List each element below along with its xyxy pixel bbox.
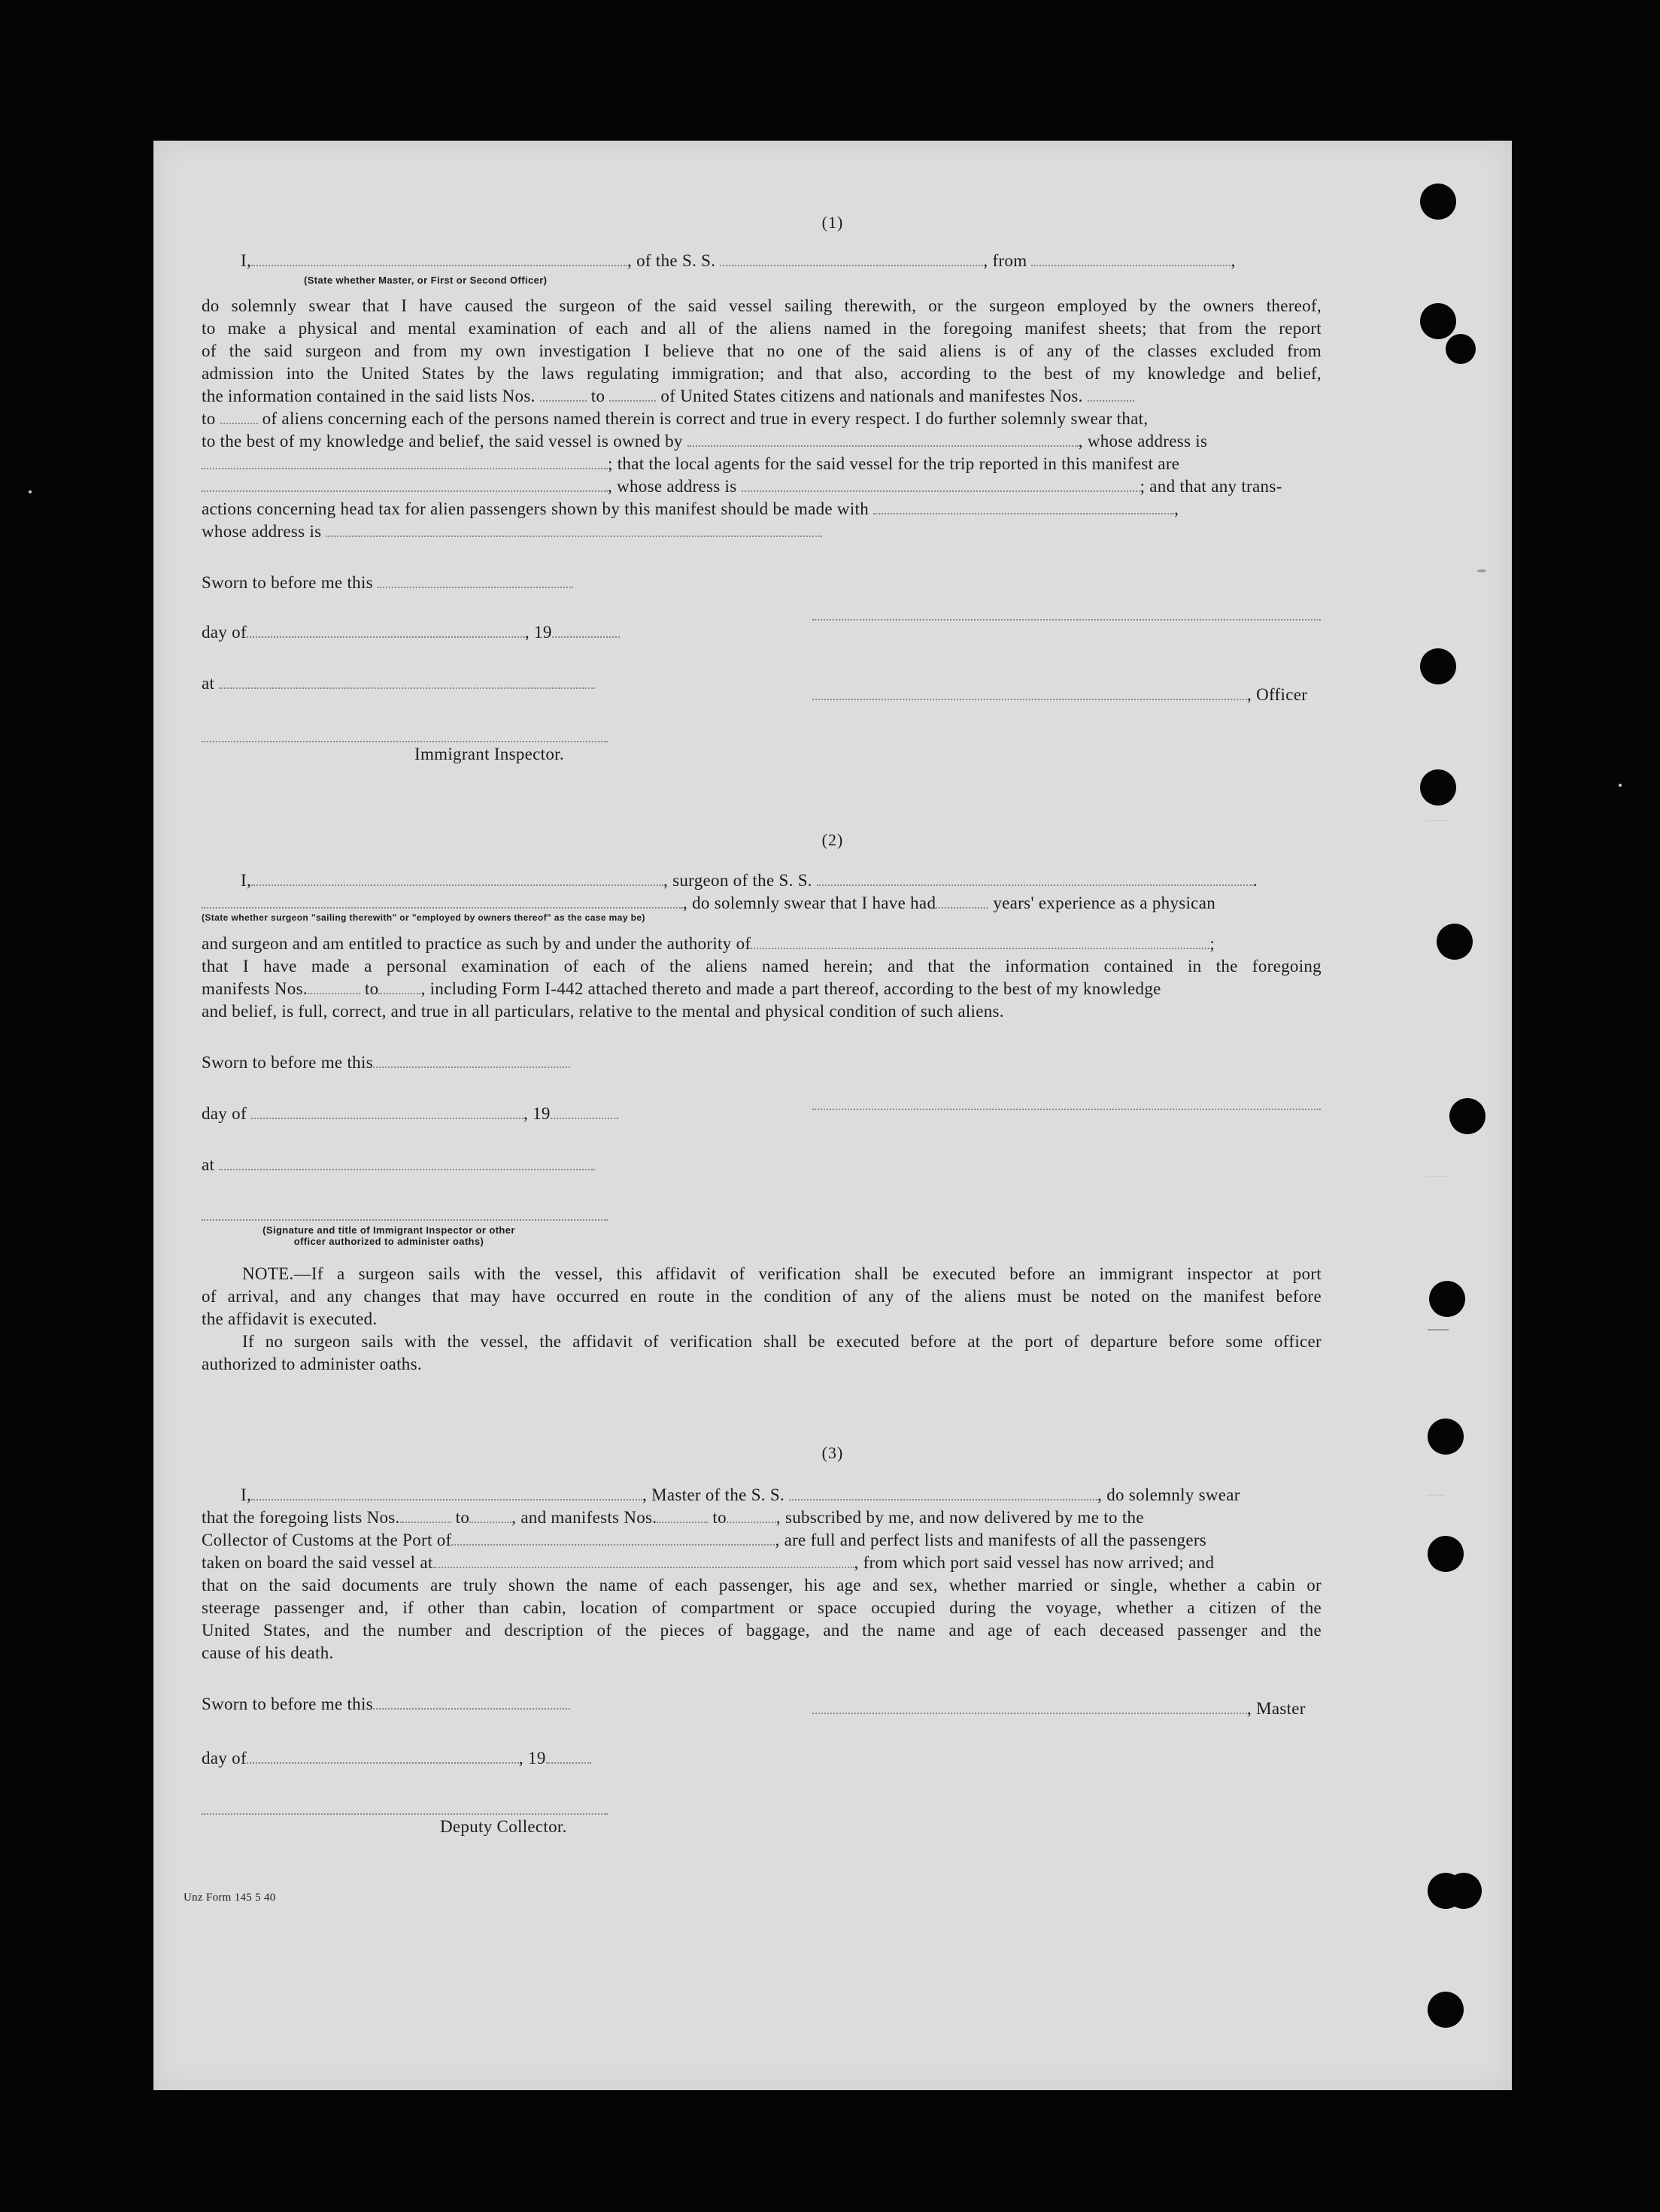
scan-mark (1426, 1494, 1446, 1496)
s3-line-3: Collector of Customs at the Port of , are full and perfect lists and manifests of all the passengers (202, 1531, 1207, 1549)
scan-speck (29, 490, 32, 493)
s3-master-line: , Master (812, 1699, 1306, 1719)
s3-line-1: I, , Master of the S. S. , do solemnly swear (241, 1485, 1240, 1504)
punch-hole (1429, 1281, 1465, 1317)
s1-line-9: ; that the local agents for the said vessel for the trip reported in this manifest are (202, 453, 1322, 475)
s1-line-5: admission into the United States by the laws regulating immigration; and that also, according to the best of my knowledge and belief, (202, 364, 1322, 383)
s1-immigrant-inspector: Immigrant Inspector. (414, 745, 564, 763)
s2-sworn-label: Sworn to before me this (202, 1053, 570, 1073)
s1-line-7: to of aliens concerning each of the persons named therein is correct and true in every respect. I do further solemnly swear that, (202, 409, 1149, 428)
scan-speck (1619, 784, 1622, 787)
s1-line-12: whose address is (202, 520, 1322, 543)
s2-signature-caption: (Signature and title of Immigrant Inspector or other officer authorized to administer oaths) (263, 1224, 515, 1247)
section-3-number: (3) (821, 1443, 844, 1462)
s2-surgeon-caption: (State whether surgeon "sailing therewith" or "employed by owners thereof" as the case may be) (202, 912, 645, 923)
s3-line-8: cause of his death. (202, 1643, 334, 1662)
s1-officer-caption: (State whether Master, or First or Second Officer) (304, 275, 548, 286)
s2-line-1: I, , surgeon of the S. S. . (241, 871, 1258, 890)
scan-mark (1428, 1329, 1449, 1331)
s1-line-11: actions concerning head tax for alien passengers shown by this manifest should be made with , (202, 499, 1179, 518)
s2-line-3: and surgeon and am entitled to practice as such by and under the authority of ; (202, 934, 1215, 953)
s1-line-10: , whose address is ; and that any trans- (202, 475, 1322, 498)
s1-sworn-label: Sworn to before me this (202, 573, 573, 593)
s2-note-line-4: If no surgeon sails with the vessel, the affidavit of verification shall be executed before at the port of departure before some officer (242, 1332, 1322, 1351)
section-2-number: (2) (821, 830, 844, 849)
punch-hole (1420, 184, 1456, 220)
s2-note-line-5: authorized to administer oaths. (202, 1355, 422, 1373)
punch-hole (1428, 1992, 1464, 2028)
s1-inspector-signature-line (202, 739, 608, 742)
s1-line-8: to the best of my knowledge and belief, the said vessel is owned by , whose address is (202, 432, 1208, 451)
s3-day-of: day of , 19 (202, 1749, 591, 1768)
s3-collector-signature-line (202, 1812, 608, 1815)
s3-line-7: United States, and the number and description of the pieces of baggage, and the name and age of each deceased passenger and the (202, 1621, 1322, 1640)
s2-note-line-3: the affidavit is executed. (202, 1309, 378, 1328)
scan-mark (1426, 820, 1449, 821)
s2-at: at (202, 1155, 595, 1175)
punch-hole (1420, 769, 1456, 806)
punch-hole (1420, 648, 1456, 684)
punch-hole (1446, 1873, 1482, 1909)
s3-deputy-collector: Deputy Collector. (440, 1817, 567, 1836)
scan-mark (1477, 569, 1486, 572)
s2-note-line-1: NOTE.—If a surgeon sails with the vessel, this affidavit of verification shall be executed before an immigrant inspector at port (242, 1264, 1322, 1283)
s3-sworn-label: Sworn to before me this (202, 1695, 570, 1714)
form-number: Unz Form 145 5 40 (184, 1892, 276, 1904)
punch-hole (1449, 1098, 1486, 1134)
manifest-affidavit-sheet (153, 141, 1512, 2090)
s2-day-of: day of , 19 (202, 1104, 618, 1124)
s3-line-2: that the foregoing lists Nos. to , and manifests Nos. to , subscribed by me, and now delivered by me to the (202, 1508, 1144, 1527)
punch-hole (1428, 1419, 1464, 1455)
s1-line-4: of the said surgeon and from my own investigation I believe that no one of the said aliens is of any of the classes excluded from (202, 341, 1322, 360)
punch-hole (1420, 303, 1456, 339)
s2-note-line-2: of arrival, and any changes that may have occurred en route in the condition of any of the aliens must be noted on the manifest before (202, 1287, 1322, 1306)
s3-line-4: taken on board the said vessel at , from which port said vessel has now arrived; and (202, 1553, 1215, 1572)
section-1-number: (1) (821, 213, 844, 232)
s2-line-5: manifests Nos. to , including Form I-442 attached thereto and made a part thereof, according to the best of my knowledge (202, 979, 1161, 998)
s1-line-1: I, , of the S. S. , from , (241, 251, 1236, 270)
s3-line-6: steerage passenger and, if other than cabin, location of compartment or space occupied during the voyage, whether a citizen of the (202, 1598, 1322, 1617)
punch-hole (1446, 334, 1476, 364)
s2-line-6: and belief, is full, correct, and true in all particulars, relative to the mental and physical condition of such aliens. (202, 1002, 1004, 1021)
s1-officer-signature-line (812, 617, 1321, 621)
s1-line-2: do solemnly swear that I have caused the surgeon of the said vessel sailing therewith, or the surgeon employed by the owners thereof, (202, 296, 1322, 315)
scan-mark (1426, 1176, 1447, 1177)
s1-line-3: to make a physical and mental examination of each and all of the aliens named in the foregoing manifest sheets; that from the report (202, 319, 1322, 338)
s2-surgeon-signature-line (812, 1107, 1321, 1110)
s2-line-4: that I have made a personal examination of each of the aliens named herein; and that the information contained in the foregoing (202, 957, 1322, 976)
s2-inspector-signature-line (202, 1218, 608, 1221)
s1-at: at (202, 674, 595, 693)
punch-hole (1428, 1536, 1464, 1572)
s2-line-2: , do solemnly swear that I have had years' experience as a physican (202, 892, 1322, 915)
s1-officer-line: , Officer (812, 685, 1307, 705)
s1-day-of: day of , 19 (202, 623, 620, 642)
s1-line-6: the information contained in the said lists Nos. to of United States citizens and nationals and manifestes Nos. (202, 385, 1322, 408)
s3-line-5: that on the said documents are truly shown the name of each passenger, his age and sex, whether married or single, whether a cabin or (202, 1576, 1322, 1595)
punch-hole (1437, 924, 1473, 960)
